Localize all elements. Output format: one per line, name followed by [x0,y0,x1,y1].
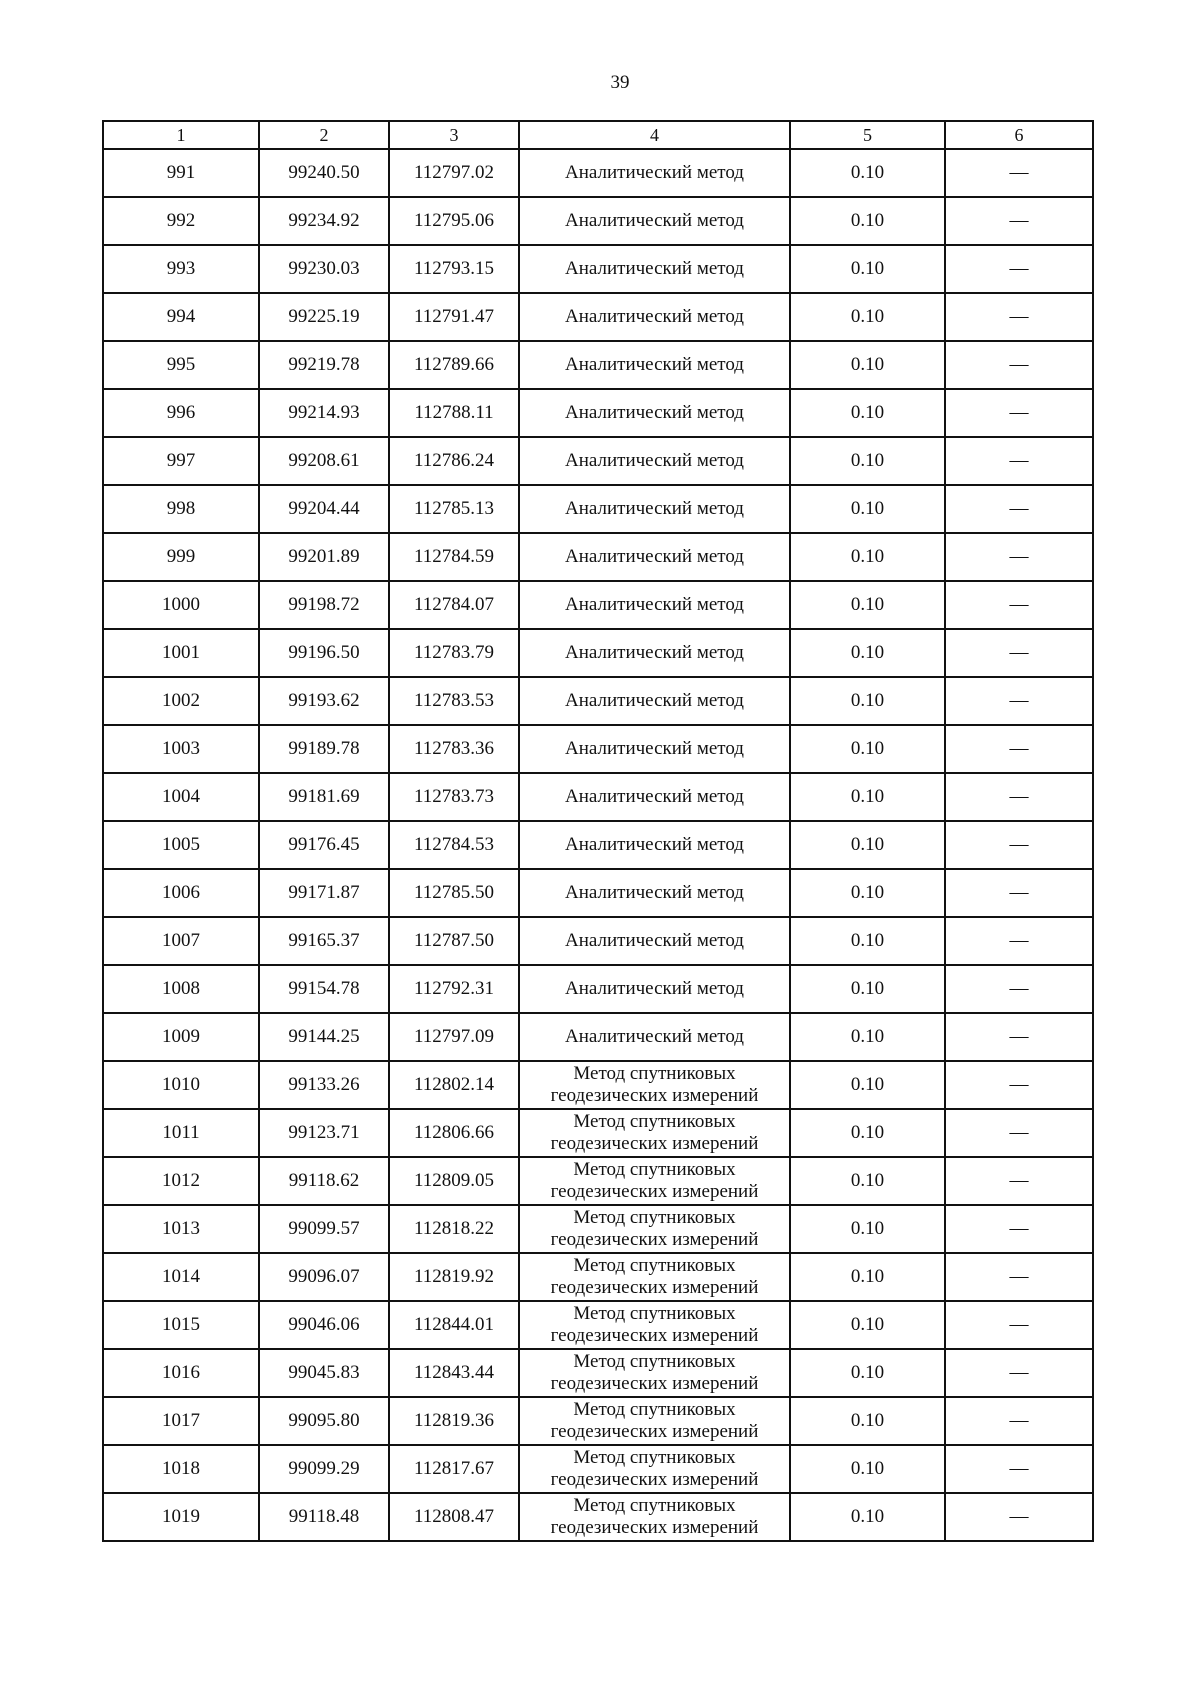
accuracy-cell: 0.10 [790,725,945,773]
y-coordinate-cell: 112787.50 [389,917,519,965]
method-line: Аналитический метод [565,450,744,471]
method-line: Метод спутниковых [573,1207,736,1228]
note-cell: — [945,1205,1093,1253]
method-line: Метод спутниковых [573,1495,736,1516]
y-coordinate-cell: 112844.01 [389,1301,519,1349]
y-coordinate-cell: 112795.06 [389,197,519,245]
x-coordinate-cell: 99123.71 [259,1109,389,1157]
note-cell: — [945,1445,1093,1493]
x-coordinate-cell: 99214.93 [259,389,389,437]
point-number-cell: 1005 [103,821,259,869]
note-cell: — [945,293,1093,341]
accuracy-cell: 0.10 [790,1493,945,1541]
note-cell: — [945,1061,1093,1109]
accuracy-cell: 0.10 [790,437,945,485]
note-cell: — [945,1013,1093,1061]
x-coordinate-cell: 99181.69 [259,773,389,821]
y-coordinate-cell: 112783.36 [389,725,519,773]
point-number-cell: 1015 [103,1301,259,1349]
x-coordinate-cell: 99225.19 [259,293,389,341]
method-line: Аналитический метод [565,834,744,855]
method-line: геодезических измерений [550,1325,759,1346]
method-cell [519,1205,790,1253]
point-number-cell: 992 [103,197,259,245]
method-cell [519,437,790,485]
point-number-cell: 1016 [103,1349,259,1397]
method-cell [519,245,790,293]
accuracy-cell: 0.10 [790,1013,945,1061]
x-coordinate-cell: 99176.45 [259,821,389,869]
table-row [103,1349,1093,1397]
note-cell: — [945,533,1093,581]
column-header: 3 [389,121,519,149]
page-number: 39 [610,72,630,93]
method-line: геодезических измерений [550,1373,759,1394]
point-number-cell: 1002 [103,677,259,725]
accuracy-cell: 0.10 [790,341,945,389]
coordinates-table [102,120,1094,1542]
accuracy-cell: 0.10 [790,821,945,869]
table-row [103,1397,1093,1445]
accuracy-cell: 0.10 [790,965,945,1013]
y-coordinate-cell: 112786.24 [389,437,519,485]
method-cell [519,389,790,437]
table-row [103,1013,1093,1061]
method-cell [519,149,790,197]
accuracy-cell: 0.10 [790,197,945,245]
note-cell: — [945,245,1093,293]
method-cell [519,677,790,725]
table-row [103,1301,1093,1349]
method-cell [519,1493,790,1541]
note-cell: — [945,1109,1093,1157]
method-line: Метод спутниковых [573,1447,736,1468]
accuracy-cell: 0.10 [790,629,945,677]
point-number-cell: 998 [103,485,259,533]
accuracy-cell: 0.10 [790,1157,945,1205]
method-line: Метод спутниковых [573,1303,736,1324]
y-coordinate-cell: 112818.22 [389,1205,519,1253]
point-number-cell: 1006 [103,869,259,917]
method-line: Аналитический метод [565,882,744,903]
x-coordinate-cell: 99219.78 [259,341,389,389]
accuracy-cell: 0.10 [790,581,945,629]
y-coordinate-cell: 112797.02 [389,149,519,197]
y-coordinate-cell: 112783.79 [389,629,519,677]
method-line: Метод спутниковых [573,1111,736,1132]
x-coordinate-cell: 99234.92 [259,197,389,245]
x-coordinate-cell: 99204.44 [259,485,389,533]
accuracy-cell: 0.10 [790,1301,945,1349]
note-cell: — [945,485,1093,533]
point-number-cell: 1008 [103,965,259,1013]
note-cell: — [945,725,1093,773]
method-cell [519,485,790,533]
point-number-cell: 999 [103,533,259,581]
note-cell: — [945,1397,1093,1445]
point-number-cell: 991 [103,149,259,197]
y-coordinate-cell: 112806.66 [389,1109,519,1157]
note-cell: — [945,821,1093,869]
point-number-cell: 995 [103,341,259,389]
method-line: геодезических измерений [550,1085,759,1106]
accuracy-cell: 0.10 [790,773,945,821]
note-cell: — [945,389,1093,437]
method-cell [519,629,790,677]
method-line: Аналитический метод [565,210,744,231]
point-number-cell: 1009 [103,1013,259,1061]
note-cell: — [945,341,1093,389]
x-coordinate-cell: 99154.78 [259,965,389,1013]
x-coordinate-cell: 99095.80 [259,1397,389,1445]
table-row [103,1061,1093,1109]
column-header: 1 [103,121,259,149]
method-cell [519,341,790,389]
method-line: Метод спутниковых [573,1063,736,1084]
table-row [103,341,1093,389]
point-number-cell: 1001 [103,629,259,677]
note-cell: — [945,869,1093,917]
accuracy-cell: 0.10 [790,1061,945,1109]
y-coordinate-cell: 112819.36 [389,1397,519,1445]
table-row [103,1493,1093,1541]
table-row [103,1253,1093,1301]
y-coordinate-cell: 112817.67 [389,1445,519,1493]
y-coordinate-cell: 112783.53 [389,677,519,725]
method-line: Аналитический метод [565,786,744,807]
x-coordinate-cell: 99144.25 [259,1013,389,1061]
method-cell [519,965,790,1013]
table-row [103,917,1093,965]
note-cell: — [945,773,1093,821]
note-cell: — [945,1349,1093,1397]
x-coordinate-cell: 99189.78 [259,725,389,773]
table-row [103,1205,1093,1253]
method-line: геодезических измерений [550,1517,759,1538]
point-number-cell: 1010 [103,1061,259,1109]
table-row [103,869,1093,917]
column-header: 2 [259,121,389,149]
y-coordinate-cell: 112797.09 [389,1013,519,1061]
table-row [103,437,1093,485]
method-line: Аналитический метод [565,642,744,663]
method-cell [519,773,790,821]
point-number-cell: 1019 [103,1493,259,1541]
x-coordinate-cell: 99208.61 [259,437,389,485]
method-cell [519,821,790,869]
note-cell: — [945,197,1093,245]
point-number-cell: 1007 [103,917,259,965]
x-coordinate-cell: 99201.89 [259,533,389,581]
point-number-cell: 1011 [103,1109,259,1157]
table-row [103,965,1093,1013]
point-number-cell: 1017 [103,1397,259,1445]
accuracy-cell: 0.10 [790,1205,945,1253]
table-row [103,821,1093,869]
point-number-cell: 1003 [103,725,259,773]
accuracy-cell: 0.10 [790,869,945,917]
table-row [103,773,1093,821]
method-line: Аналитический метод [565,498,744,519]
accuracy-cell: 0.10 [790,1445,945,1493]
method-cell [519,725,790,773]
table-row [103,389,1093,437]
table-row [103,1157,1093,1205]
x-coordinate-cell: 99045.83 [259,1349,389,1397]
note-cell: — [945,1301,1093,1349]
y-coordinate-cell: 112809.05 [389,1157,519,1205]
y-coordinate-cell: 112808.47 [389,1493,519,1541]
method-cell [519,1349,790,1397]
x-coordinate-cell: 99118.48 [259,1493,389,1541]
method-line: Метод спутниковых [573,1399,736,1420]
method-line: Аналитический метод [565,402,744,423]
table-row [103,1445,1093,1493]
method-line: Аналитический метод [565,354,744,375]
table-row [103,149,1093,197]
method-cell [519,1157,790,1205]
table-row [103,245,1093,293]
point-number-cell: 1004 [103,773,259,821]
accuracy-cell: 0.10 [790,389,945,437]
column-header: 4 [519,121,790,149]
method-cell [519,1061,790,1109]
x-coordinate-cell: 99165.37 [259,917,389,965]
y-coordinate-cell: 112819.92 [389,1253,519,1301]
x-coordinate-cell: 99198.72 [259,581,389,629]
method-line: Аналитический метод [565,690,744,711]
table-row [103,197,1093,245]
method-line: геодезических измерений [550,1133,759,1154]
note-cell: — [945,149,1093,197]
x-coordinate-cell: 99240.50 [259,149,389,197]
method-line: Аналитический метод [565,306,744,327]
method-line: геодезических измерений [550,1469,759,1490]
method-cell [519,1397,790,1445]
column-header: 6 [945,121,1093,149]
point-number-cell: 996 [103,389,259,437]
method-line: Аналитический метод [565,930,744,951]
method-cell [519,1109,790,1157]
method-cell [519,917,790,965]
method-cell [519,1253,790,1301]
method-cell [519,1445,790,1493]
note-cell: — [945,1157,1093,1205]
y-coordinate-cell: 112791.47 [389,293,519,341]
point-number-cell: 997 [103,437,259,485]
x-coordinate-cell: 99099.29 [259,1445,389,1493]
accuracy-cell: 0.10 [790,1349,945,1397]
method-line: Аналитический метод [565,258,744,279]
method-line: геодезических измерений [550,1277,759,1298]
x-coordinate-cell: 99099.57 [259,1205,389,1253]
table-row [103,485,1093,533]
y-coordinate-cell: 112785.13 [389,485,519,533]
table-row [103,533,1093,581]
method-cell [519,869,790,917]
x-coordinate-cell: 99230.03 [259,245,389,293]
x-coordinate-cell: 99193.62 [259,677,389,725]
y-coordinate-cell: 112784.59 [389,533,519,581]
x-coordinate-cell: 99118.62 [259,1157,389,1205]
accuracy-cell: 0.10 [790,245,945,293]
method-cell [519,533,790,581]
y-coordinate-cell: 112783.73 [389,773,519,821]
method-cell [519,1301,790,1349]
note-cell: — [945,917,1093,965]
point-number-cell: 994 [103,293,259,341]
x-coordinate-cell: 99046.06 [259,1301,389,1349]
y-coordinate-cell: 112789.66 [389,341,519,389]
point-number-cell: 1012 [103,1157,259,1205]
accuracy-cell: 0.10 [790,1109,945,1157]
method-line: Аналитический метод [565,546,744,567]
x-coordinate-cell: 99096.07 [259,1253,389,1301]
header-row [103,121,1093,149]
note-cell: — [945,437,1093,485]
x-coordinate-cell: 99133.26 [259,1061,389,1109]
table-row [103,725,1093,773]
method-line: геодезических измерений [550,1229,759,1250]
method-line: Метод спутниковых [573,1255,736,1276]
y-coordinate-cell: 112843.44 [389,1349,519,1397]
note-cell: — [945,1253,1093,1301]
method-cell [519,197,790,245]
method-line: геодезических измерений [550,1181,759,1202]
point-number-cell: 1014 [103,1253,259,1301]
accuracy-cell: 0.10 [790,1397,945,1445]
y-coordinate-cell: 112788.11 [389,389,519,437]
point-number-cell: 1013 [103,1205,259,1253]
table-body [103,149,1093,1541]
column-header: 5 [790,121,945,149]
y-coordinate-cell: 112785.50 [389,869,519,917]
y-coordinate-cell: 112784.07 [389,581,519,629]
method-line: Аналитический метод [565,162,744,183]
table-row [103,1109,1093,1157]
accuracy-cell: 0.10 [790,677,945,725]
accuracy-cell: 0.10 [790,533,945,581]
method-line: Аналитический метод [565,978,744,999]
accuracy-cell: 0.10 [790,293,945,341]
x-coordinate-cell: 99171.87 [259,869,389,917]
accuracy-cell: 0.10 [790,1253,945,1301]
method-line: геодезических измерений [550,1421,759,1442]
method-line: Метод спутниковых [573,1159,736,1180]
note-cell: — [945,629,1093,677]
x-coordinate-cell: 99196.50 [259,629,389,677]
accuracy-cell: 0.10 [790,485,945,533]
y-coordinate-cell: 112802.14 [389,1061,519,1109]
note-cell: — [945,581,1093,629]
table-row [103,677,1093,725]
note-cell: — [945,1493,1093,1541]
point-number-cell: 1000 [103,581,259,629]
table-row [103,629,1093,677]
y-coordinate-cell: 112793.15 [389,245,519,293]
point-number-cell: 993 [103,245,259,293]
accuracy-cell: 0.10 [790,149,945,197]
method-cell [519,1013,790,1061]
table-row [103,581,1093,629]
method-line: Метод спутниковых [573,1351,736,1372]
y-coordinate-cell: 112792.31 [389,965,519,1013]
method-cell [519,581,790,629]
method-line: Аналитический метод [565,1026,744,1047]
table-row [103,293,1093,341]
method-line: Аналитический метод [565,738,744,759]
accuracy-cell: 0.10 [790,917,945,965]
method-line: Аналитический метод [565,594,744,615]
note-cell: — [945,965,1093,1013]
note-cell: — [945,677,1093,725]
point-number-cell: 1018 [103,1445,259,1493]
method-cell [519,293,790,341]
y-coordinate-cell: 112784.53 [389,821,519,869]
